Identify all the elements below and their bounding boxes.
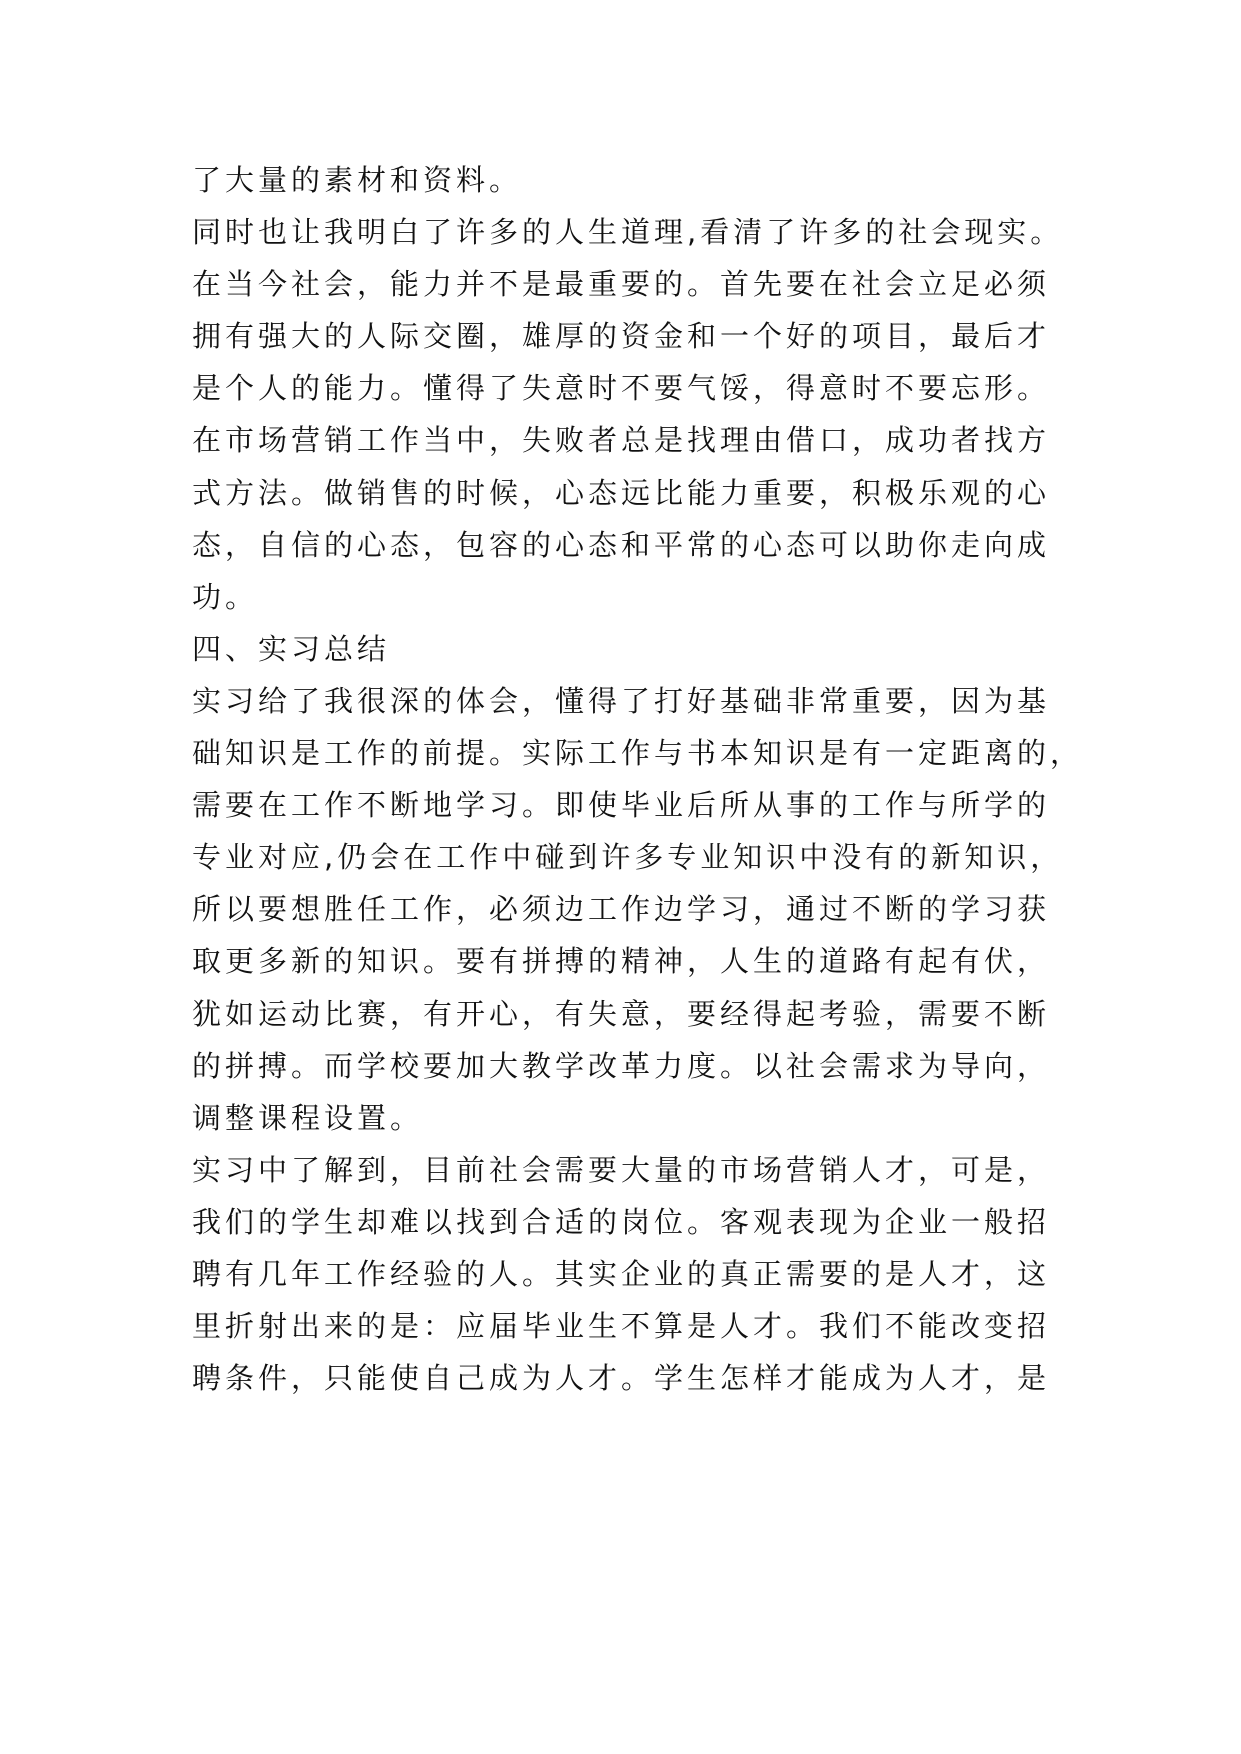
text-line: 态，自信的心态，包容的心态和平常的心态可以助你走向成 (192, 527, 1051, 562)
text-line: 功。 (192, 579, 259, 614)
text-line: 础知识是工作的前提。实际工作与书本知识是有一定距离的， (192, 736, 1084, 771)
text-line: 实习给了我很深的体会，懂得了打好基础非常重要，因为基 (192, 683, 1051, 718)
text-line: 同时也让我明白了许多的人生道理,看清了许多的社会现实。 (192, 215, 1064, 250)
text-line: 需要在工作不断地学习。即使毕业后所从事的工作与所学的 (192, 788, 1051, 823)
text-line: 我们的学生却难以找到合适的岗位。客观表现为企业一般招 (192, 1204, 1051, 1239)
text-line: 是个人的能力。懂得了失意时不要气馁，得意时不要忘形。 (192, 371, 1051, 406)
document-body (192, 154, 1092, 1404)
text-line: 的拼搏。而学校要加大教学改革力度。以社会需求为导向， (192, 1048, 1051, 1083)
text-line: 聘条件，只能使自己成为人才。学生怎样才能成为人才，是 (192, 1361, 1051, 1396)
text-line: 里折射出来的是：应届毕业生不算是人才。我们不能改变招 (192, 1309, 1051, 1344)
text-line: 实习中了解到，目前社会需要大量的市场营销人才，可是， (192, 1152, 1051, 1187)
text-line: 取更多新的知识。要有拼搏的精神，人生的道路有起有伏， (192, 944, 1051, 979)
section-heading: 四、实习总结 (192, 631, 391, 666)
text-line: 犹如运动比赛，有开心，有失意，要经得起考验，需要不断 (192, 996, 1051, 1031)
text-line: 所以要想胜任工作，必须边工作边学习，通过不断的学习获 (192, 892, 1051, 927)
text-line: 调整课程设置。 (192, 1100, 424, 1135)
text-line: 拥有强大的人际交圈，雄厚的资金和一个好的项目，最后才 (192, 319, 1051, 354)
text-line: 式方法。做销售的时候，心态远比能力重要，积极乐观的心 (192, 475, 1051, 510)
text-line: 聘有几年工作经验的人。其实企业的真正需要的是人才，这 (192, 1256, 1051, 1291)
text-line: 专业对应,仍会在工作中碰到许多专业知识中没有的新知识， (192, 840, 1064, 875)
text-line: 在当今社会，能力并不是最重要的。首先要在社会立足必须 (192, 267, 1051, 302)
text-line: 在市场营销工作当中，失败者总是找理由借口，成功者找方 (192, 423, 1051, 458)
text-line: 了大量的素材和资料。 (192, 163, 523, 197)
